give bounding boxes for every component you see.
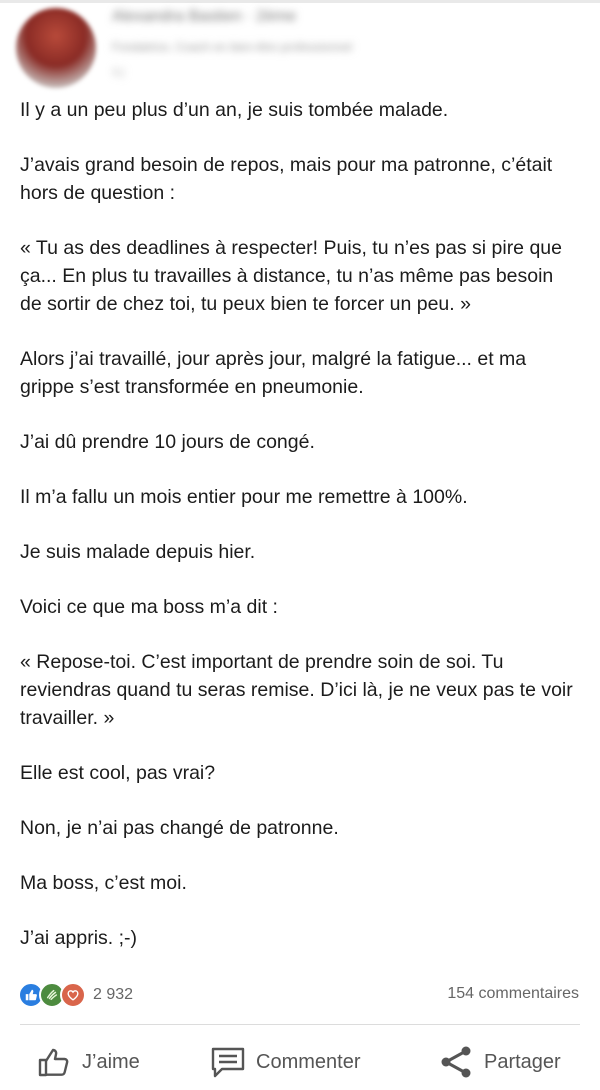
post-paragraph: Ma boss, c’est moi. [20,872,187,894]
post-paragraph: Voici ce que ma boss m’a dit : [20,596,278,618]
comment-label: Commenter [256,1050,361,1073]
author-name[interactable]: Alexandra Bastien · 2ème [112,8,297,25]
share-icon [438,1045,474,1079]
reactions-summary[interactable] [18,983,133,1007]
post-paragraph: « Repose-toi. C’est important de prendre soin de soi. Tu reviendras quand tu seras remise. D’ici là, je ne veux pas te voir travailler. » [20,651,573,729]
like-button[interactable] [36,1040,140,1084]
divider [20,1024,580,1025]
thumbs-up-icon [36,1045,72,1079]
post-paragraph: Il m’a fallu un mois entier pour me remettre à 100%. [20,486,468,508]
comments-count[interactable]: 154 commentaires [447,985,579,1002]
comment-icon [210,1045,246,1079]
love-icon [60,982,86,1008]
post-paragraph: Je suis malade depuis hier. [20,541,256,563]
post-paragraph: « Tu as des deadlines à respecter! Puis, tu n’es pas si pire que ça... En plus tu travailles à distance, tu n’as même pas besoin de sortir de chez toi, tu peux bien te forcer un peu. » [20,237,562,315]
post-paragraph: Alors j’ai travaillé, jour après jour, malgré la fatigue... et ma grippe s’est transformée en pneumonie. [20,348,527,398]
post-paragraph: J’avais grand besoin de repos, mais pour ma patronne, c’était hors de question : [20,154,553,204]
share-button[interactable] [438,1040,561,1084]
post-paragraph: Il y a un peu plus d’un an, je suis tombée malade. [20,99,449,121]
like-label: J’aime [82,1050,140,1073]
post-paragraph: Elle est cool, pas vrai? [20,762,216,784]
comment-button[interactable] [210,1040,360,1084]
action-bar [0,1040,600,1084]
post-body [20,96,580,979]
post-paragraph: J’ai dû prendre 10 jours de congé. [20,431,315,453]
author-headline: Fondatrice, Coach en bien-être professionnel [112,40,353,54]
post-header [0,0,600,90]
post-paragraph: Non, je n’ai pas changé de patronne. [20,817,339,839]
avatar[interactable] [16,8,96,88]
post-paragraph: J’ai appris. ;-) [20,927,138,949]
share-label: Partager [484,1050,561,1073]
reaction-count: 2 932 [93,986,134,1003]
post-time: 1 j [112,66,124,78]
